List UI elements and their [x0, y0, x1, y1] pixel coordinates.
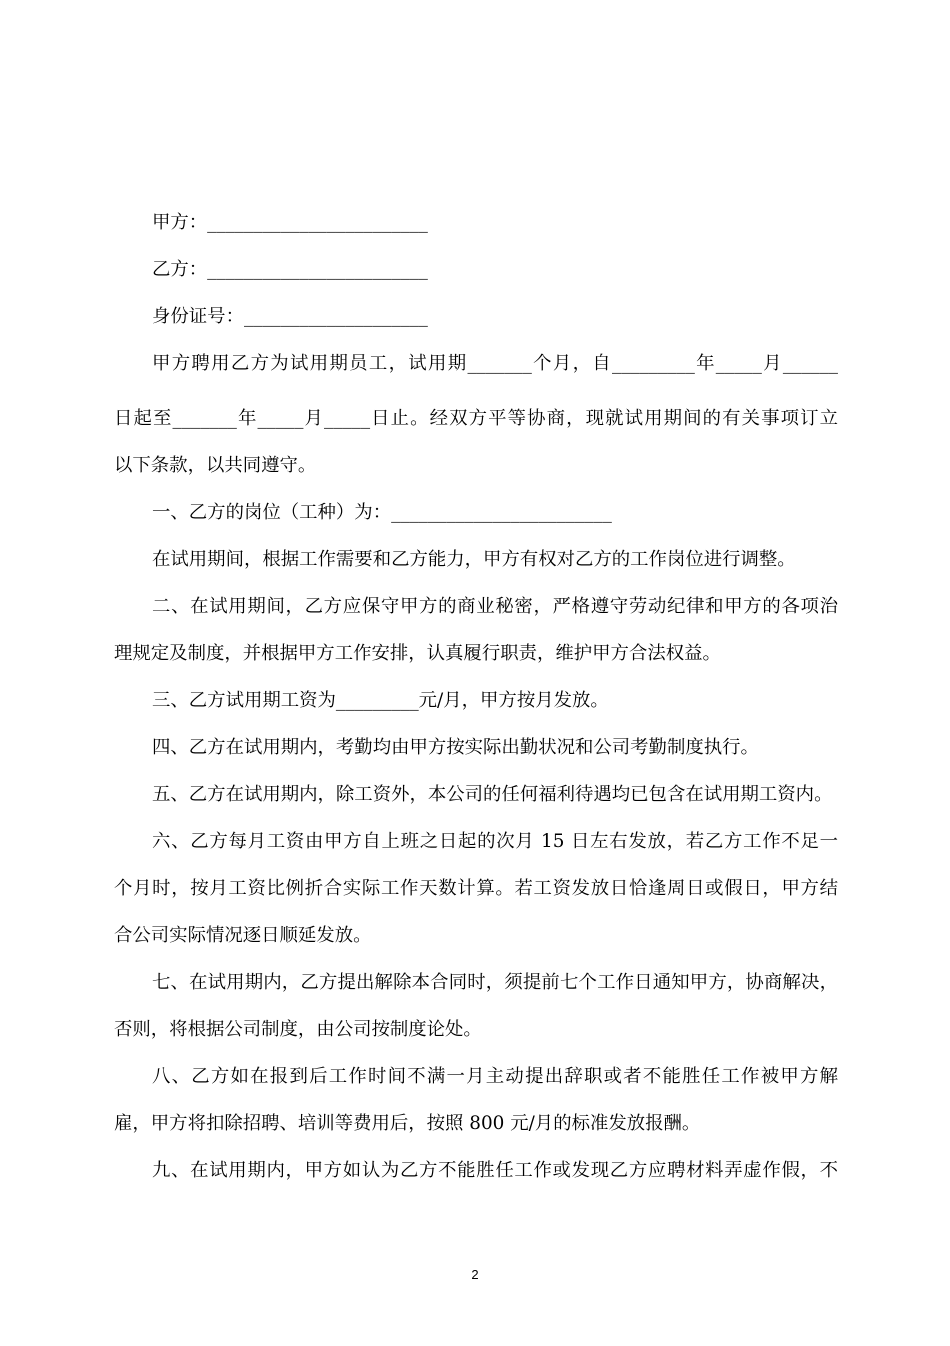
clause-2-line-1: 二、在试用期间，乙方应保守甲方的商业秘密，严格遵守劳动纪律和甲方的各项治: [152, 596, 838, 617]
clause-7-line-2: 否则，将根据公司制度，由公司按制度论处。: [114, 1019, 482, 1040]
clause-1-line: 一、乙方的岗位（工种）为：________________________: [152, 502, 612, 523]
clause-8-line-2: 雇，甲方将扣除招聘、培训等费用后，按照 800 元/月的标准发放报酬。: [114, 1113, 701, 1134]
clause-9-line-1: 九、在试用期内，甲方如认为乙方不能胜任工作或发现乙方应聘材料弄虚作假，不: [152, 1160, 838, 1181]
clause-2-line-2: 理规定及制度，并根据甲方工作安排，认真履行职责，维护甲方合法权益。: [114, 643, 721, 664]
paragraph-intro-line-3: 以下条款，以共同遵守。: [114, 455, 317, 476]
clause-6-line-1: 六、乙方每月工资由甲方自上班之日起的次月 15 日左右发放，若乙方工作不足一: [152, 831, 838, 852]
paragraph-intro-line-1: 甲方聘用乙方为试用期员工，试用期_______个月，自_________年_____月______: [152, 353, 838, 374]
party-a-line: 甲方：________________________: [152, 212, 428, 233]
clause-7-line-1: 七、在试用期内，乙方提出解除本合同时，须提前七个工作日通知甲方，协商解决，: [152, 972, 838, 993]
clause-1-detail: 在试用期间，根据工作需要和乙方能力，甲方有权对乙方的工作岗位进行调整。: [152, 549, 796, 570]
paragraph-intro-line-2: 日起至_______年_____月_____日止。经双方平等协商，现就试用期间的有关事项订立: [114, 408, 838, 429]
clause-6-line-2: 个月时，按月工资比例折合实际工作天数计算。若工资发放日恰逢周日或假日，甲方结: [114, 878, 838, 899]
clause-8-line-1: 八、乙方如在报到后工作时间不满一月主动提出辞职或者不能胜任工作被甲方解: [152, 1066, 838, 1087]
clause-3-line: 三、乙方试用期工资为_________元/月，甲方按月发放。: [152, 690, 609, 711]
clause-4-line: 四、乙方在试用期内，考勤均由甲方按实际出勤状况和公司考勤制度执行。: [152, 737, 759, 758]
id-number-line: 身份证号：____________________: [152, 306, 428, 327]
party-b-line: 乙方：________________________: [152, 259, 428, 280]
clause-6-line-3: 合公司实际情况逐日顺延发放。: [114, 925, 372, 946]
clause-5-line: 五、乙方在试用期内，除工资外，本公司的任何福利待遇均已包含在试用期工资内。: [152, 784, 833, 805]
page-number: 2: [471, 1267, 479, 1282]
